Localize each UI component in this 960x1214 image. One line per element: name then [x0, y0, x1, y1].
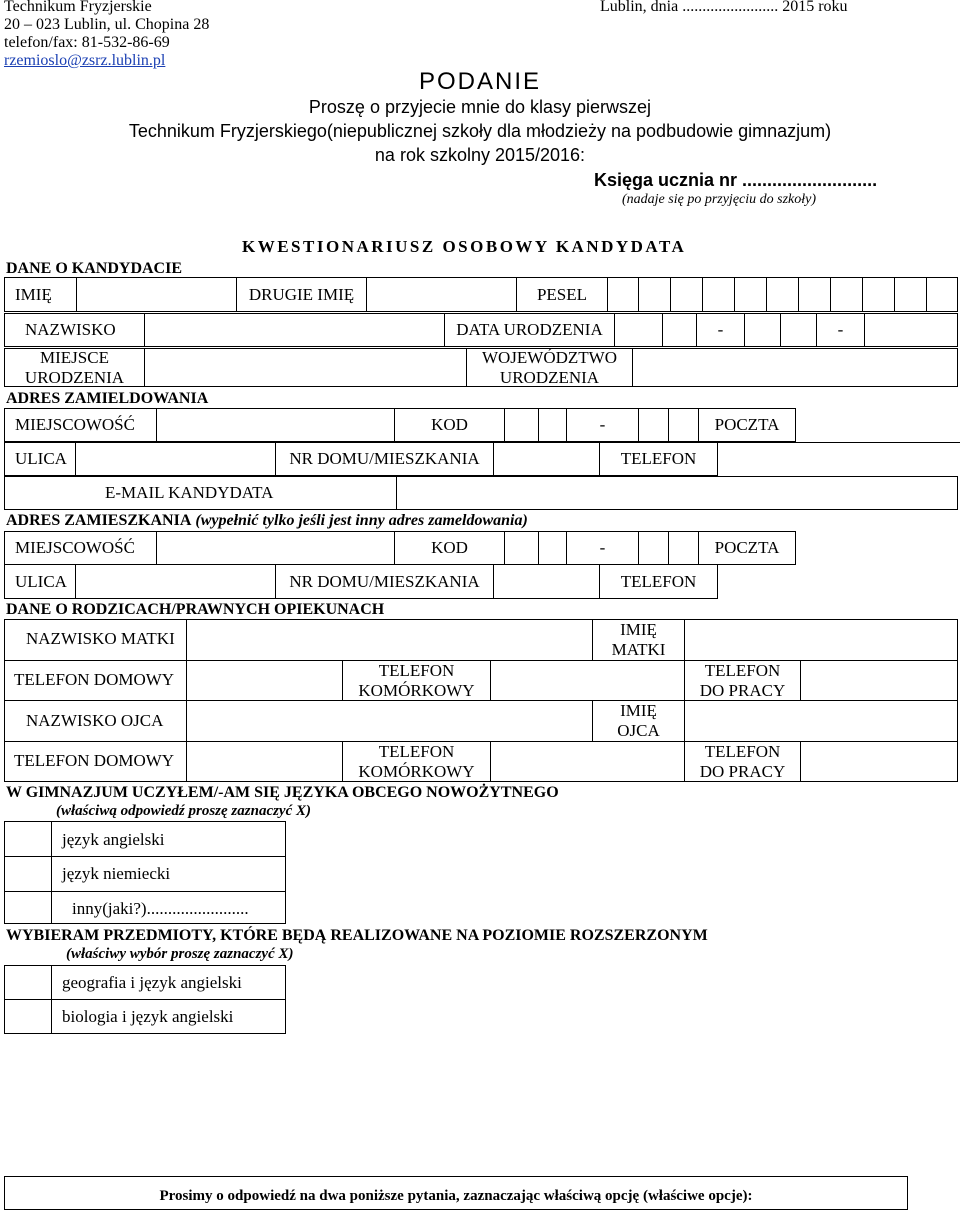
language-option-label: język angielski [62, 830, 165, 849]
email-label: E-MAIL KANDYDATA [5, 476, 397, 509]
province-label [467, 349, 633, 386]
father-name-label-line: OJCA [617, 721, 660, 740]
language-option-label: inny(jaki?)........................ [72, 899, 249, 918]
divider [490, 741, 491, 782]
phone-label: TELEFON [600, 565, 718, 599]
divider [800, 660, 801, 700]
phone-field[interactable] [718, 565, 792, 599]
postal-code-digit[interactable] [539, 532, 567, 564]
subject-checkbox[interactable] [5, 999, 52, 1033]
mobile-label-line: KOMÓRKOWY [358, 762, 475, 781]
post-label: POCZTA [714, 415, 780, 434]
postal-code-separator: - [567, 532, 639, 564]
application-title: PODANIE [418, 68, 542, 95]
mobile-label-line: KOMÓRKOWY [358, 681, 475, 700]
candidate-surname-row [4, 313, 958, 347]
birth-year-field[interactable] [865, 314, 957, 346]
city-field[interactable] [157, 532, 395, 564]
register-note: (nadaje się po przyjęciu do szkoły) [622, 192, 817, 207]
divider [800, 741, 801, 782]
phone-field[interactable] [718, 443, 792, 476]
province-label-line: URODZENIA [499, 367, 600, 387]
postal-code-digit[interactable] [505, 409, 539, 441]
birthplace-label-line: MIEJSCE [40, 347, 109, 367]
pesel-digit[interactable] [703, 278, 735, 311]
candidate-name-row [4, 277, 958, 312]
house-number-field[interactable] [494, 443, 600, 476]
street-field[interactable] [76, 443, 276, 476]
mother-name-label [593, 620, 684, 660]
mobile-label-line: TELEFON [378, 661, 455, 680]
pesel-digit[interactable] [671, 278, 703, 311]
street-label: ULICA [4, 565, 76, 599]
postal-code-digit[interactable] [669, 532, 699, 564]
pesel-digit[interactable] [799, 278, 831, 311]
subject-checkbox[interactable] [5, 966, 52, 999]
birth-date-label: DATA URODZENIA [445, 314, 615, 346]
questionnaire-title: KWESTIONARIUSZ OSOBOWY KANDYDATA [242, 237, 687, 256]
first-name-label: IMIĘ [5, 278, 77, 311]
birth-month-digit[interactable] [781, 314, 817, 346]
father-home-phone-label: TELEFON DOMOWY [14, 751, 175, 770]
pesel-digit[interactable] [895, 278, 927, 311]
parents-section-title: DANE O RODZICACH/PRAWNYCH OPIEKUNACH [6, 601, 385, 618]
residence-section-label: ADRES ZAMIESZKANIA [6, 512, 192, 529]
postal-code-separator: - [567, 409, 639, 441]
divider [490, 660, 491, 700]
registered-address-section-title: ADRES ZAMIELDOWANIA [6, 390, 209, 407]
pesel-digit[interactable] [608, 278, 639, 311]
school-address: 20 – 023 Lublin, ul. Chopina 28 [4, 16, 210, 33]
subjects-note: (właściwy wybór proszę zaznaczyć X) [66, 946, 294, 962]
father-mobile-label [343, 742, 490, 782]
mother-mobile-label [343, 661, 490, 701]
street-field[interactable] [76, 565, 276, 599]
work-phone-label-line: DO PRACY [699, 681, 786, 700]
language-option-german[interactable] [4, 856, 286, 892]
birthplace-field[interactable] [145, 349, 467, 386]
pesel-digit[interactable] [735, 278, 767, 311]
email-field[interactable] [397, 476, 957, 509]
pesel-digit[interactable] [863, 278, 895, 311]
house-number-field[interactable] [494, 565, 600, 599]
second-name-field[interactable] [367, 278, 517, 311]
subject-option-label: biologia i język angielski [62, 1007, 234, 1026]
subject-option-biology[interactable] [4, 999, 286, 1034]
languages-note: (właściwą odpowiedź proszę zaznaczyć X) [56, 803, 311, 819]
application-line3: na rok szkolny 2015/2016: [374, 145, 586, 165]
post-label: POCZTA [714, 538, 780, 557]
registered-street-row [4, 442, 960, 476]
house-number-label: NR DOMU/MIESZKANIA [276, 565, 494, 599]
subject-option-label: geografia i język angielski [62, 973, 242, 992]
birth-day-digit[interactable] [663, 314, 697, 346]
candidate-email-row [4, 476, 958, 510]
birth-date-separator: - [817, 314, 865, 346]
city-label: MIEJSCOWOŚĆ [5, 532, 157, 564]
residence-city-row [4, 531, 796, 565]
first-name-field[interactable] [77, 278, 237, 311]
mother-work-phone-label [685, 661, 800, 701]
school-name: Technikum Fryzjerskie [4, 0, 152, 15]
residence-street-row [4, 565, 960, 599]
province-label-line: WOJEWÓDZTWO [481, 347, 617, 367]
candidate-section-title: DANE O KANDYDACIE [6, 260, 183, 277]
candidate-birthplace-row [4, 348, 958, 387]
residence-address-section-title [6, 512, 528, 530]
language-checkbox[interactable] [5, 891, 52, 923]
language-checkbox[interactable] [5, 822, 52, 856]
birthplace-label-line: URODZENIA [24, 367, 125, 387]
language-option-other[interactable] [4, 891, 286, 924]
mother-home-phone-label: TELEFON DOMOWY [14, 670, 175, 689]
province-field[interactable] [633, 349, 957, 386]
school-email[interactable]: rzemioslo@zsrz.lublin.pl [4, 52, 166, 69]
language-checkbox[interactable] [5, 856, 52, 891]
language-option-label: język niemiecki [62, 864, 171, 883]
postal-code-label: KOD [395, 409, 505, 441]
surname-label: NAZWISKO [5, 314, 145, 346]
divider [186, 619, 187, 782]
city-label: MIEJSCOWOŚĆ [5, 409, 157, 441]
pesel-digit[interactable] [767, 278, 799, 311]
pesel-digit[interactable] [831, 278, 863, 311]
mother-name-label-line: IMIĘ [620, 620, 657, 639]
work-phone-label-line: TELEFON [704, 661, 781, 680]
birth-date-separator: - [697, 314, 745, 346]
phone-label: TELEFON [600, 443, 718, 476]
application-line2: Technikum Fryzjerskiego(niepublicznej szkoły dla młodzieży na podbudowie gimnazjum) [128, 121, 832, 141]
birth-month-digit[interactable] [745, 314, 781, 346]
register-number: Księga ucznia nr ........................... [594, 170, 878, 190]
second-name-label: DRUGIE IMIĘ [237, 278, 367, 311]
work-phone-label-line: DO PRACY [699, 762, 786, 781]
father-name-label-line: IMIĘ [620, 701, 657, 720]
house-number-label: NR DOMU/MIESZKANIA [276, 443, 494, 476]
postal-code-digit[interactable] [505, 532, 539, 564]
language-option-english[interactable] [4, 821, 286, 857]
pesel-label: PESEL [517, 278, 608, 311]
residence-section-note: (wypełnić tylko jeśli jest inny adres zameldowania) [195, 512, 528, 529]
city-field[interactable] [157, 409, 395, 441]
subject-option-geography[interactable] [4, 965, 286, 1000]
languages-section-title: W GIMNAZJUM UCZYŁEM/-AM SIĘ JĘZYKA OBCEGO NOWOŻYTNEGO [6, 784, 559, 801]
father-name-label [593, 701, 684, 741]
place-date: Lublin, dnia ........................ 2015 roku [600, 0, 848, 15]
mobile-label-line: TELEFON [378, 742, 455, 761]
registered-city-row [4, 408, 796, 442]
birth-day-digit[interactable] [615, 314, 663, 346]
mother-surname-label: NAZWISKO MATKI [26, 629, 175, 648]
pesel-digit[interactable] [927, 278, 957, 311]
postal-code-digit[interactable] [669, 409, 699, 441]
questions-instruction: Prosimy o odpowiedź na dwa poniższe pytania, zaznaczając właściwą opcję (właściwe opcje): [159, 1188, 753, 1204]
street-label: ULICA [4, 443, 76, 476]
postal-code-digit[interactable] [639, 409, 669, 441]
school-phone: telefon/fax: 81-532-86-69 [4, 34, 170, 51]
father-work-phone-label [685, 742, 800, 782]
questions-box [4, 1176, 908, 1210]
application-line1: Proszę o przyjecie mnie do klasy pierwszej [308, 97, 652, 117]
postal-code-digit[interactable] [639, 532, 669, 564]
postal-code-label: KOD [395, 532, 505, 564]
pesel-digit[interactable] [639, 278, 671, 311]
birthplace-label [5, 349, 145, 386]
subjects-section-title: WYBIERAM PRZEDMIOTY, KTÓRE BĘDĄ REALIZOWANE NA POZIOMIE ROZSZERZONYM [6, 927, 708, 944]
surname-field[interactable] [145, 314, 445, 346]
father-surname-label: NAZWISKO OJCA [26, 711, 164, 730]
work-phone-label-line: TELEFON [704, 742, 781, 761]
postal-code-digit[interactable] [539, 409, 567, 441]
mother-name-label-line: MATKI [611, 640, 666, 659]
